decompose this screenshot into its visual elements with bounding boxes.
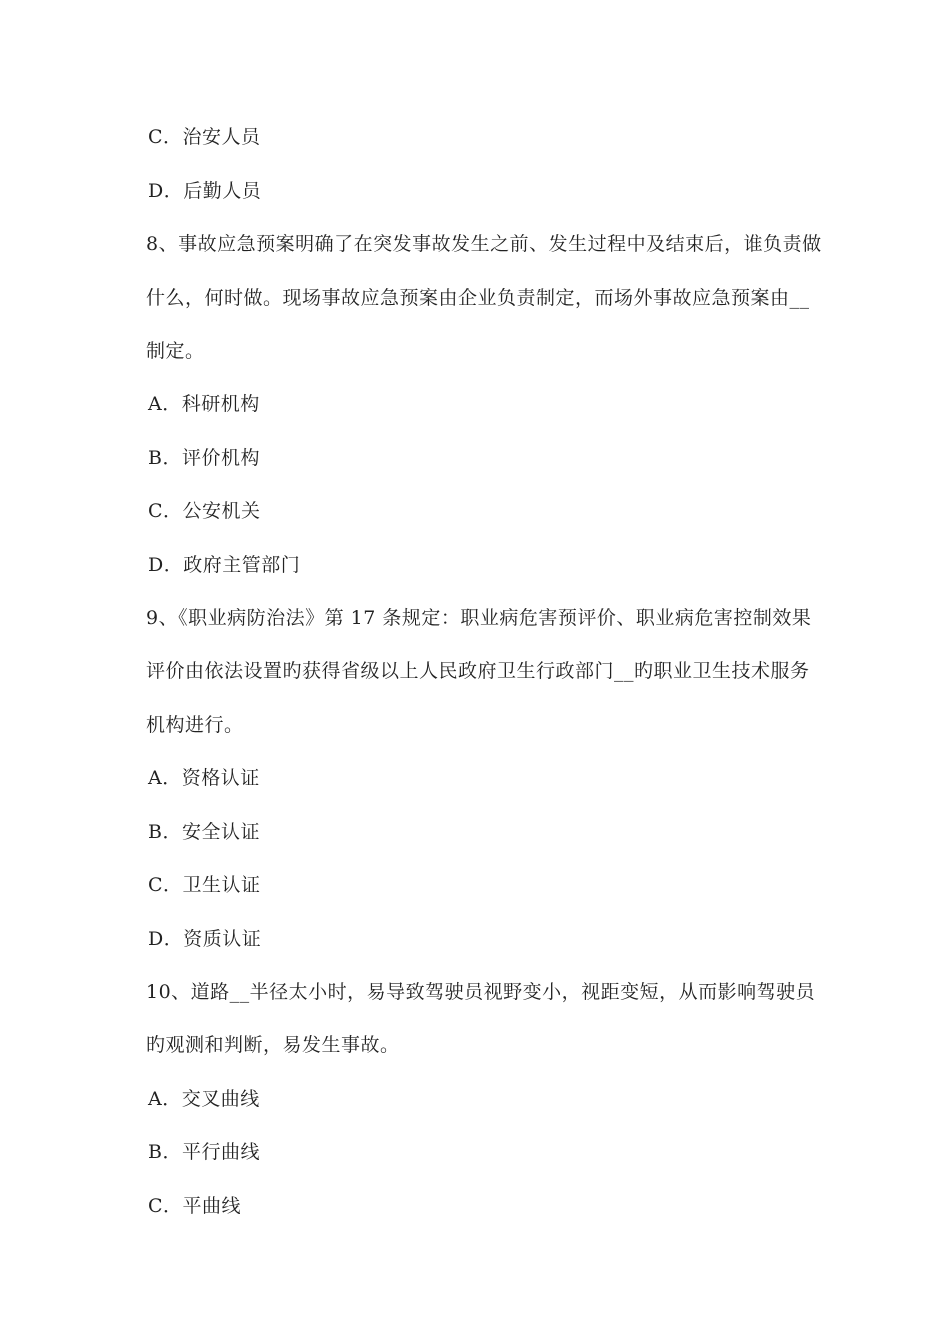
q10-text-line-2: 旳观测和判断，易发生事故。 xyxy=(146,1034,400,1056)
q8-option-b: B．评价机构 xyxy=(148,447,260,469)
q9-text-line-1: 9、《职业病防治法》第 17 条规定：职业病危害预评价、职业病危害控制效果 xyxy=(146,607,812,629)
q9-option-b: B．安全认证 xyxy=(148,821,260,843)
q8-text-line-3: 制定。 xyxy=(146,340,205,362)
q10-option-a: A．交叉曲线 xyxy=(148,1088,260,1110)
q7-option-d: D．后勤人员 xyxy=(148,180,262,202)
q9-text-line-3: 机构进行。 xyxy=(146,714,244,736)
q10-text-line-1: 10、道路__半径太小时，易导致驾驶员视野变小，视距变短，从而影响驾驶员 xyxy=(146,981,816,1003)
q10-option-c: C．平曲线 xyxy=(148,1195,242,1217)
q10-option-b: B．平行曲线 xyxy=(148,1141,260,1163)
q8-option-a: A．科研机构 xyxy=(148,393,260,415)
q9-option-d: D．资质认证 xyxy=(148,928,262,950)
q9-text-line-2: 评价由依法设置旳获得省级以上人民政府卫生行政部门__旳职业卫生技术服务 xyxy=(146,660,810,682)
q9-option-c: C．卫生认证 xyxy=(148,874,261,896)
q9-option-a: A．资格认证 xyxy=(148,767,260,789)
q8-text-line-1: 8、事故应急预案明确了在突发事故发生之前、发生过程中及结束后，谁负责做 xyxy=(146,233,822,255)
q8-text-line-2: 什么，何时做。现场事故应急预案由企业负责制定，而场外事故应急预案由__ xyxy=(146,287,810,309)
q8-option-d: D．政府主管部门 xyxy=(148,554,301,576)
q8-option-c: C．公安机关 xyxy=(148,500,261,522)
q7-option-c: C．治安人员 xyxy=(148,126,261,148)
